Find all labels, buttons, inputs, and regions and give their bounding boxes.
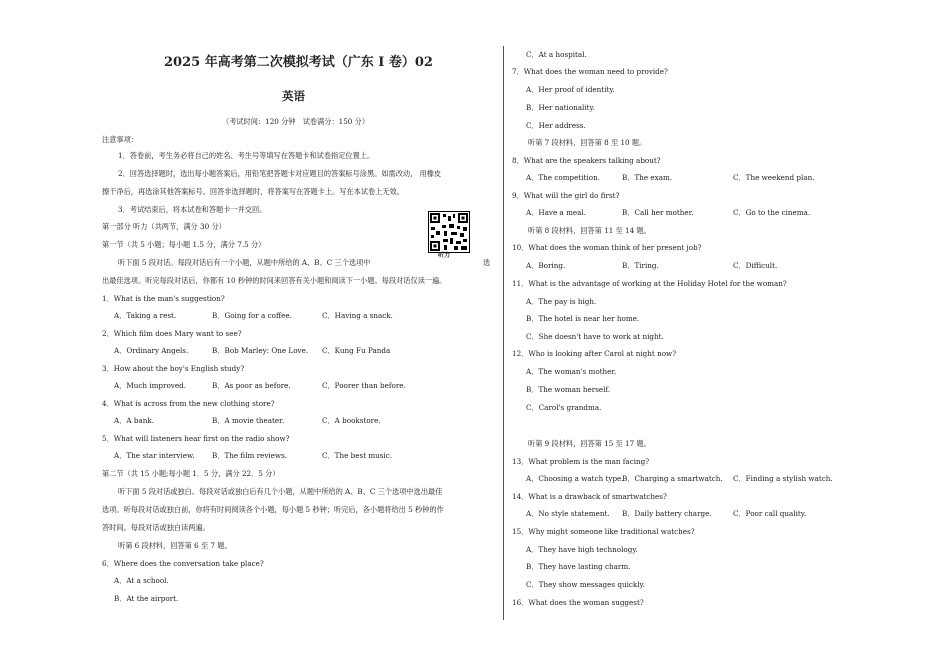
q3-option-c: C．Poorer than before. <box>322 381 406 390</box>
note-3: 3．考试结束后，将本试卷和答题卡一并交回。 <box>118 205 267 214</box>
question-5: 5．What will listeners hear first on the radio show? <box>102 434 290 443</box>
question-6: 6．Where does the conversation take place? <box>102 559 264 568</box>
question-11: 11．What is the advantage of working at the Holiday Hotel for the woman? <box>512 279 787 288</box>
section1-heading: 第一节（共 5 小题；每小题 1.5 分，满分 7.5 分） <box>102 240 266 249</box>
q6-option-a: A．At a school. <box>114 576 169 585</box>
q7-option-b: B．Her nationality. <box>526 103 595 112</box>
question-9: 9．What will the girl do first? <box>512 191 620 200</box>
q9-option-c: C．Go to the cinema. <box>733 208 811 217</box>
q1-option-a: A．Taking a rest. <box>114 311 177 320</box>
intro2a: 听下面 5 段对话或独白。每段对话或独白后有几个小题，从题中所给的 A、B、C 三个选项中选出最佳 <box>118 487 443 496</box>
q3-option-a: A．Much improved. <box>114 381 186 390</box>
intro1b: 出最佳选项。听完每段对话后，你都有 10 秒钟的时间来回答有关小题和阅读下一小题。每段对话仅读一遍。 <box>102 276 447 285</box>
q7-option-a: A．Her proof of identity. <box>526 85 615 94</box>
column-divider <box>503 46 504 620</box>
q5-option-b: B．The film reviews. <box>212 451 288 460</box>
exam-title: 2025 年高考第二次模拟考试（广东 I 卷）02 <box>164 55 433 70</box>
q2-option-c: C．Kung Fu Panda <box>322 346 391 355</box>
section2-heading: 第二节（共 15 小题;每小题 1．5 分，满分 22．5 分） <box>102 469 280 478</box>
q5-option-a: A．The star interview. <box>114 451 195 460</box>
q7-option-c: C．Her address. <box>526 121 586 130</box>
q12-option-a: A．The woman's mother. <box>526 367 617 376</box>
q14-option-b: B．Daily battery charge. <box>622 509 712 518</box>
q10-option-c: C．Difficult. <box>733 261 778 270</box>
q3-option-b: B．As poor as before. <box>212 381 291 390</box>
exam-info: （考试时间：120 分钟 试卷满分：150 分） <box>222 117 370 126</box>
question-13: 13．What problem is the man facing? <box>512 457 650 466</box>
q14-option-a: A．No style statement. <box>526 509 610 518</box>
q11-option-c: C．She doesn't have to work at night. <box>526 332 664 341</box>
q15-option-b: B．They have lasting charm. <box>526 562 631 571</box>
q1-option-c: C．Having a snack. <box>322 311 393 320</box>
note-2b: 擦干净后，再选涂其他答案标号。回答非选择题时，将答案写在答题卡上。写在本试卷上无效。 <box>102 187 404 196</box>
question-10: 10．What does the woman think of her present job? <box>512 243 702 252</box>
q6-option-b: B．At the airport. <box>114 594 179 603</box>
question-2: 2．Which film does Mary want to see? <box>102 329 242 338</box>
q4-option-a: A．A bank. <box>114 416 155 425</box>
intro2b: 选项。听每段对话或独白前，你将有时间阅读各个小题，每小题 5 秒钟；听完后，各小题将给出 5 秒钟的作 <box>102 505 444 514</box>
q9-option-a: A．Have a meal. <box>526 208 587 217</box>
listen-7: 听第 7 段材料，回答第 8 至 10 题。 <box>528 138 647 147</box>
question-3: 3．How about the boy's English study? <box>102 364 245 373</box>
question-12: 12．Who is looking after Carol at night now? <box>512 349 677 358</box>
intro1a-end: 选 <box>483 258 491 267</box>
q14-option-c: C．Poor call quality. <box>733 509 807 518</box>
q8-option-c: C．The weekend plan. <box>733 173 815 182</box>
listen-8: 听第 8 段材料，回答第 11 至 14 题。 <box>528 226 651 235</box>
q11-option-a: A．The pay is high. <box>526 297 597 306</box>
listen-6: 听第 6 段材料，回答第 6 至 7 题。 <box>118 541 232 550</box>
q12-option-b: B．The woman herself. <box>526 385 611 394</box>
q13-option-c: C．Finding a stylish watch. <box>733 474 833 483</box>
q12-option-c: C．Carol's grandma. <box>526 403 602 412</box>
question-1: 1．What is the man's suggestion? <box>102 294 225 303</box>
q1-option-b: B．Going for a coffee. <box>212 311 292 320</box>
listen-9: 听第 9 段材料，回答第 15 至 17 题。 <box>528 439 651 448</box>
q2-option-b: B．Bob Marley: One Love. <box>212 346 309 355</box>
question-16: 16．What does the woman suggest? <box>512 598 644 607</box>
q13-option-b: B．Charging a smartwatch. <box>622 474 723 483</box>
q2-option-a: A．Ordinary Angels. <box>114 346 189 355</box>
intro1a: 听下面 5 段对话。每段对话后有一个小题，从题中所给的 A、B、C 三个选项中 <box>118 258 371 267</box>
q6-option-c: C．At a hospital. <box>526 50 587 59</box>
qr-code-icon <box>429 212 469 252</box>
question-4: 4．What is across from the new clothing store? <box>102 399 275 408</box>
q5-option-c: C．The best music. <box>322 451 393 460</box>
q13-option-a: A．Choosing a watch type. <box>526 474 624 483</box>
subject-title: 英语 <box>282 89 305 103</box>
qr-label: 听力 <box>438 252 451 259</box>
question-15: 15．Why might someone like traditional watches? <box>512 527 695 536</box>
note-2a: 2．回答选择题时，选出每小题答案后，用铅笔把答题卡对应题目的答案标号涂黑。如需改动， 用橡皮 <box>118 169 442 178</box>
qr-code[interactable] <box>428 211 470 253</box>
notes-heading: 注意事项： <box>102 135 138 144</box>
question-8: 8．What are the speakers talking about? <box>512 156 661 165</box>
question-14: 14．What is a drawback of smartwatches? <box>512 492 667 501</box>
intro2c: 答时间。每段对话或独白读两遍。 <box>102 523 210 532</box>
question-7: 7．What does the woman need to provide? <box>512 67 668 76</box>
q10-option-b: B．Tiring. <box>622 261 659 270</box>
q11-option-b: B．The hotel is near her home. <box>526 314 640 323</box>
q4-option-c: C．A bookstore. <box>322 416 381 425</box>
part1-heading: 第一部分 听力（共两节，满分 30 分） <box>102 222 226 231</box>
q8-option-a: A．The competition. <box>526 173 600 182</box>
q9-option-b: B．Call her mother. <box>622 208 694 217</box>
q10-option-a: A．Boring. <box>526 261 566 270</box>
q8-option-b: B．The exam. <box>622 173 673 182</box>
q15-option-c: C．They show messages quickly. <box>526 580 645 589</box>
note-1: 1．答卷前，考生务必将自己的姓名、考生号等填写在答题卡和试卷指定位置上。 <box>118 151 375 160</box>
q15-option-a: A．They have high technology. <box>526 545 638 554</box>
q4-option-b: B．A movie theater. <box>212 416 285 425</box>
